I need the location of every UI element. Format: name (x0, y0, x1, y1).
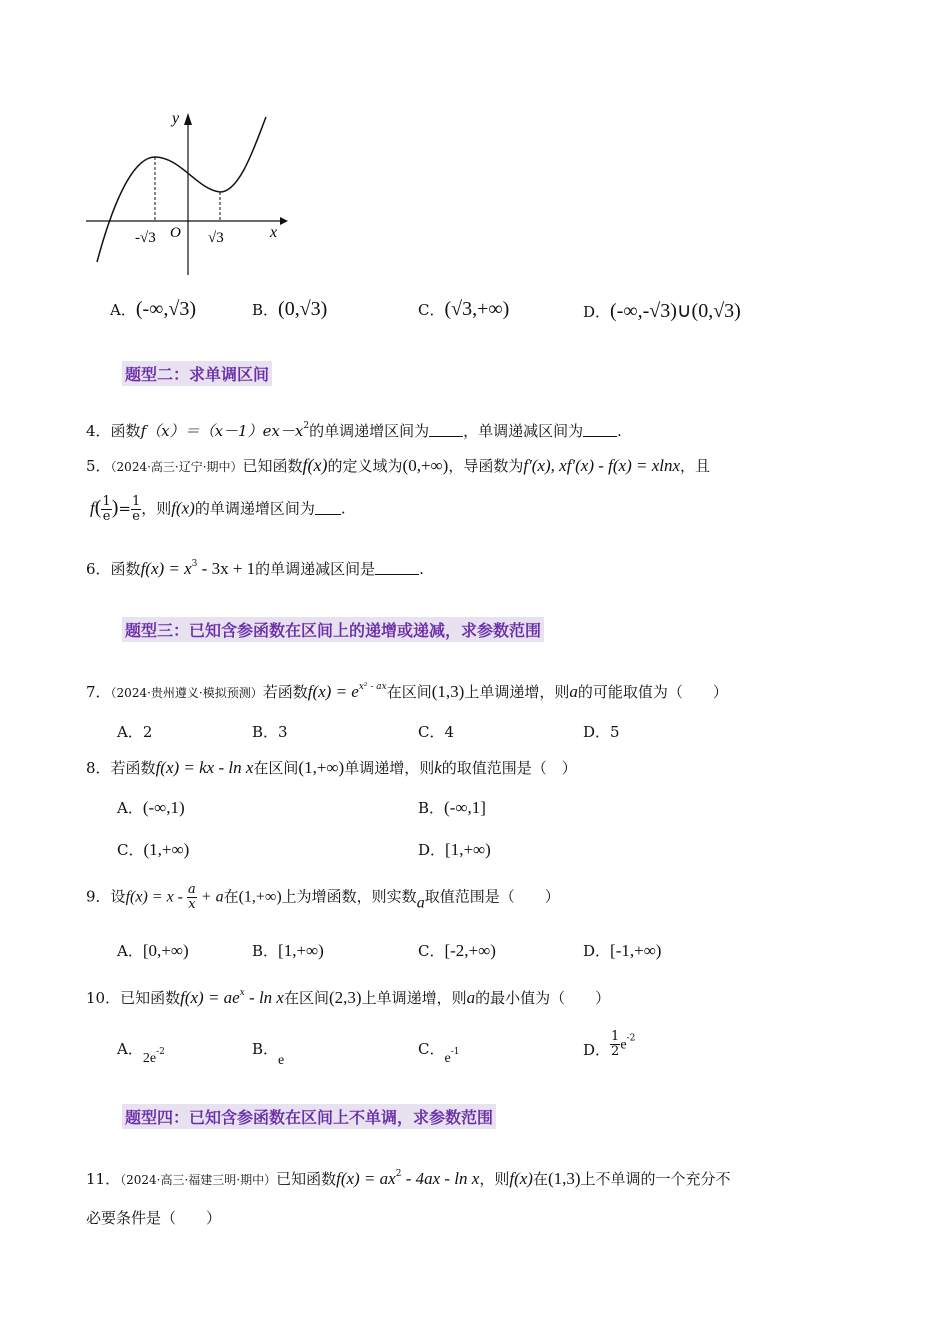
question-10: 10．已知函数$f(x) = ae^x - \ln x$在区间(2,3)上单调递增，则a的最小值为（ ） (86, 988, 611, 1007)
q10-option-d[interactable]: D． $\frac{1}{2}$ $e^{-2}$ (583, 1029, 636, 1059)
answer-blank[interactable] (583, 424, 617, 437)
answer-blank[interactable] (375, 562, 419, 575)
question-9: 9．设f(x) = x - $\frac{a}{x}$ + a在(1,+∞)上为增函数，则实数a取值范围是（ ） (86, 882, 560, 912)
question-5: 5．（2024·高三·辽宁·期中）已知函数f(x)的定义域为(0,+∞)，导函数为f′(x), xf′(x) - f(x) = xlnx，且 (86, 455, 711, 475)
q7-option-b[interactable]: B．3 (252, 723, 288, 741)
q10-option-b[interactable]: B．e (252, 1040, 285, 1068)
q9-option-a[interactable]: A．[0,+∞) (117, 941, 189, 960)
q8-option-b[interactable]: B．(-∞,1] (418, 798, 486, 817)
neg-root-label: -√3 (135, 230, 156, 246)
function-graph (80, 105, 290, 280)
question-4: 4．函数$f(x)=(x-1)ex-x^2$的单调递增区间为 ，单调递减区间为 . (86, 421, 622, 440)
q9-option-d[interactable]: D．[-1,+∞) (583, 941, 662, 960)
y-label: y (172, 110, 180, 127)
q3-option-d[interactable]: D．(-∞,-√3)∪(0,√3) (583, 300, 741, 322)
answer-blank[interactable] (429, 424, 463, 437)
x-axis-arrow (280, 217, 288, 225)
q7-option-c[interactable]: C．4 (418, 723, 455, 741)
q8-option-d[interactable]: D．[1,+∞) (418, 840, 491, 859)
q9-option-b[interactable]: B．[1,+∞) (252, 941, 324, 960)
answer-blank[interactable] (315, 502, 341, 515)
question-6: 6．函数$f(x) = x^3 - 3x + 1$的单调递减区间是 . (86, 559, 424, 578)
q7-option-d[interactable]: D．5 (583, 723, 620, 741)
q8-option-a[interactable]: A．(-∞,1) (117, 798, 185, 817)
q8-option-c[interactable]: C．(1,+∞) (117, 840, 190, 859)
x-label: x (270, 224, 278, 241)
question-11-line2: 必要条件是（ ） (86, 1209, 222, 1227)
q3-option-b[interactable]: B．(0,√3) (252, 298, 328, 320)
heading-type-3: 题型三：已知含参函数在区间上的递增或递减，求参数范围 (122, 617, 544, 642)
heading-type-4: 题型四：已知含参函数在区间上不单调，求参数范围 (122, 1104, 496, 1129)
q7-option-a[interactable]: A．2 (117, 723, 153, 741)
question-8: 8．若函数f(x) = kx - ln x在区间(1,+∞)单调递增，则k的取值范围是（ ） (86, 758, 577, 777)
y-axis-arrow (184, 113, 192, 125)
q3-option-c[interactable]: C．(√3,+∞) (418, 298, 510, 320)
question-11: 11．（2024·高三·福建三明·期中）已知函数$f(x) = ax^2 - 4ax - \ln x$，则f(x)在(1,3)上不单调的一个充分不 (86, 1169, 731, 1188)
q10-option-c[interactable]: C．e-1 (418, 1040, 460, 1066)
q9-option-c[interactable]: C．[-2,+∞) (418, 941, 496, 960)
pos-root-label: √3 (208, 230, 224, 246)
heading-type-2: 题型二：求单调区间 (122, 361, 272, 386)
q3-option-a[interactable]: A．(-∞,√3) (110, 298, 197, 320)
question-5-line2: f( $\frac{1}{e}$ )= $\frac{1}{e}$ ，则f(x)的单调递增区间为 . (90, 494, 346, 524)
q10-option-a[interactable]: A．2e-2 (117, 1040, 165, 1066)
curve (97, 117, 266, 262)
question-7: 7．（2024·贵州遵义·模拟预测）若函数$f(x) = e^{x^2 - ax}$在区间(1,3)上单调递增，则a的可能取值为（ ） (86, 682, 728, 701)
origin-label: O (170, 225, 181, 241)
